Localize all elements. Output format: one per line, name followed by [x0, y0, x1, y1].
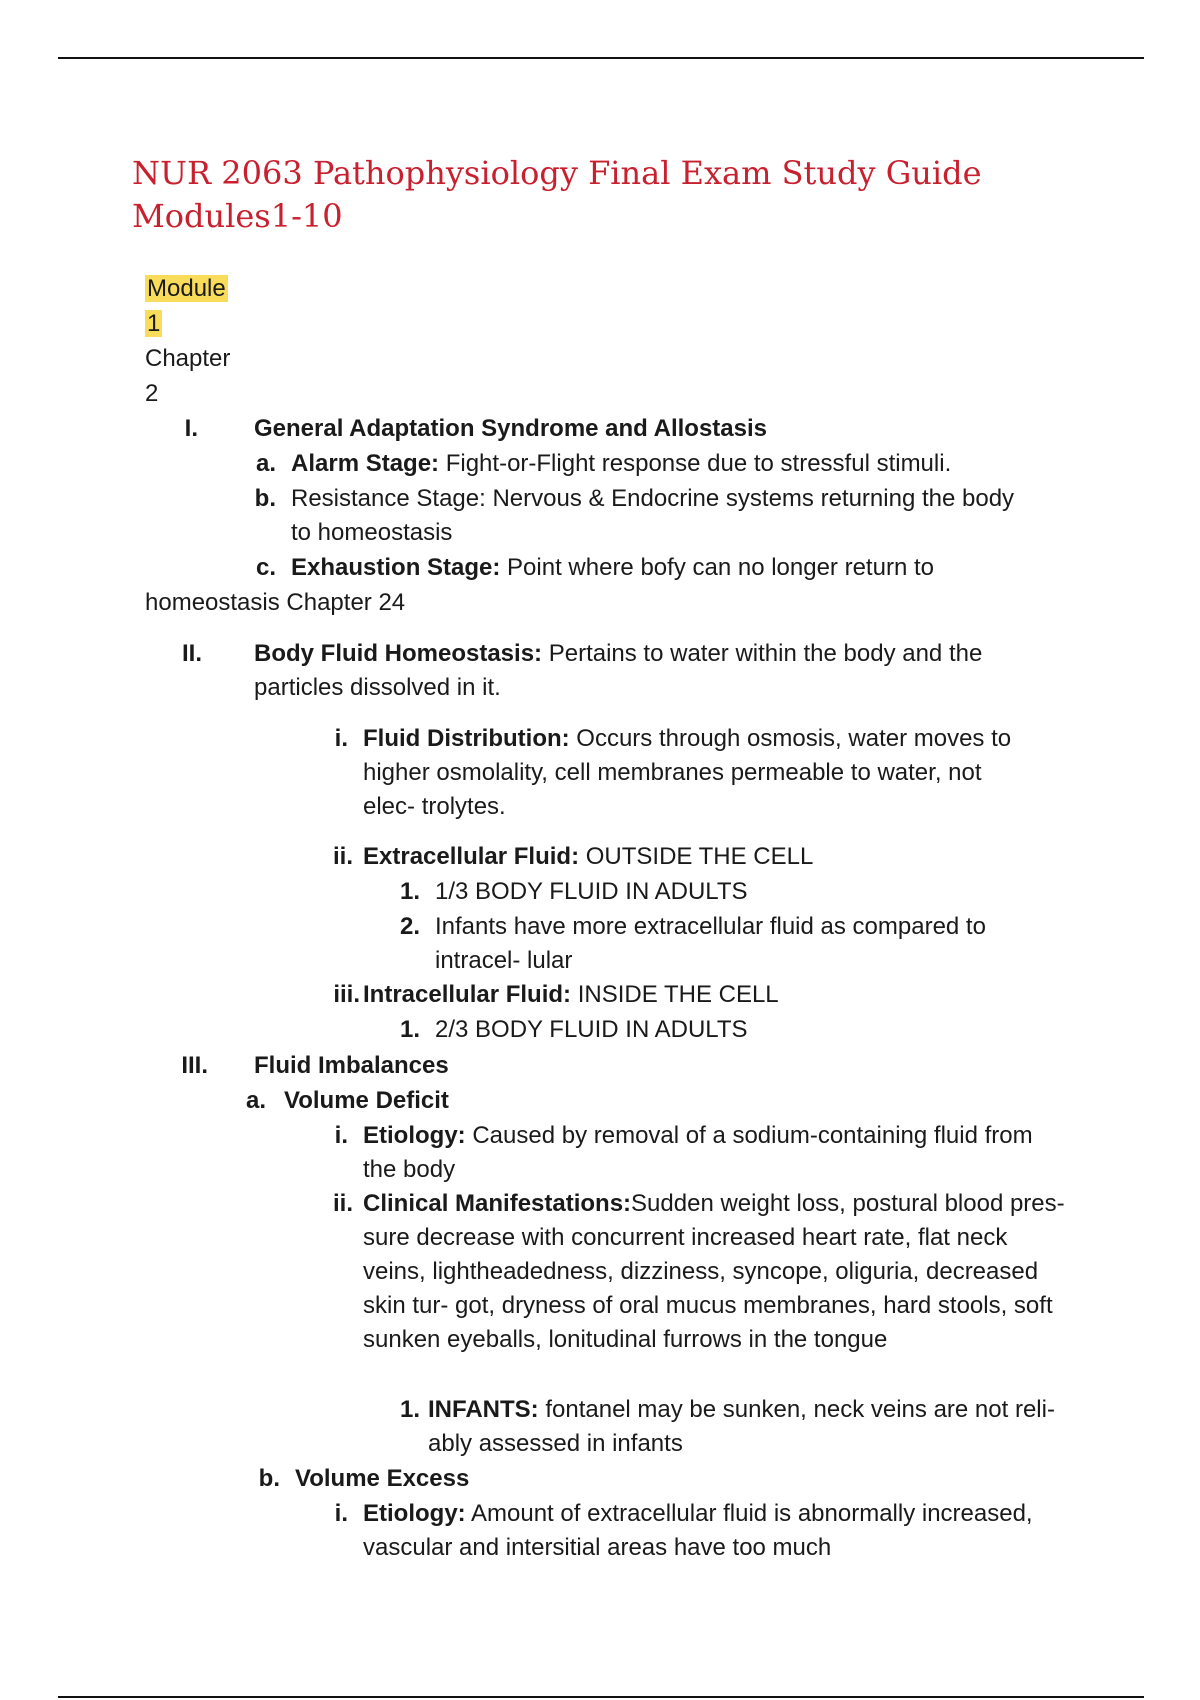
section-3-marker: III. [181, 1052, 208, 1079]
section-3-heading: Fluid Imbalances [254, 1052, 449, 1079]
s3-b-marker: b. [258, 1465, 280, 1492]
section-1-heading: General Adaptation Syndrome and Allostasis [254, 415, 767, 442]
bottom-rule [58, 1696, 1144, 1698]
alarm-stage-item: Alarm Stage: Fight-or-Flight response due to stressful stimuli. [291, 450, 952, 477]
resistance-stage-item: Resistance Stage: Nervous & Endocrine systems returning the body to homeostasis [291, 485, 1015, 546]
section-2-marker: II. [181, 640, 202, 667]
s2-i-marker: i. [334, 725, 348, 752]
section-1-marker: I. [184, 415, 198, 442]
s2-iii-marker: iii. [333, 981, 360, 1008]
s2-ii-marker: ii. [332, 843, 353, 870]
volume-deficit-heading: Volume Deficit [284, 1087, 449, 1114]
exhaustion-stage-continuation: homeostasis Chapter 24 [145, 589, 406, 616]
excess-i-marker: i. [334, 1500, 348, 1527]
s3-a-marker: a. [245, 1087, 266, 1114]
extracellular-fluid-item: Extracellular Fluid: OUTSIDE THE CELL [363, 843, 814, 870]
ecf-2-marker: 2. [399, 913, 420, 940]
exhaustion-stage-item: Exhaustion Stage: Point where bofy can no longer return to [291, 554, 934, 581]
module-label: Module [147, 275, 226, 302]
chapter-number: 2 [145, 380, 159, 407]
chapter-label: Chapter [145, 345, 231, 372]
ecf-item-1: 1/3 BODY FLUID IN ADULTS [435, 878, 748, 905]
ecf-item-2: Infants have more extracellular fluid as compared to intracel- lular [435, 913, 986, 974]
body-fluid-homeostasis: Body Fluid Homeostasis: Pertains to water within the body and the particles dissolved in it. [254, 640, 983, 701]
s1-c-marker: c. [255, 554, 276, 581]
infants-note: INFANTS: fontanel may be sunken, neck veins are not reli- ably assessed in infants [428, 1396, 1055, 1457]
deficit-etiology: Etiology: Caused by removal of a sodium-containing fluid from the body [363, 1122, 1033, 1183]
infants-marker: 1. [399, 1396, 420, 1423]
icf-1-marker: 1. [399, 1016, 420, 1043]
deficit-i-marker: i. [334, 1122, 348, 1149]
document-title: NUR 2063 Pathophysiology Final Exam Study Guide Modules1-10 [132, 154, 982, 235]
ecf-1-marker: 1. [399, 878, 420, 905]
s1-b-marker: b. [254, 485, 276, 512]
module-number: 1 [147, 310, 161, 337]
icf-item-1: 2/3 BODY FLUID IN ADULTS [435, 1016, 748, 1043]
volume-excess-heading: Volume Excess [295, 1465, 470, 1492]
deficit-ii-marker: ii. [332, 1190, 353, 1217]
fluid-distribution-item: Fluid Distribution: Occurs through osmosis, water moves to higher osmolality, cell membranes permeable to water, not elec- trolytes. [363, 725, 1012, 820]
deficit-clinical-manifestations: Clinical Manifestations:Sudden weight loss, postural blood pres- sure decrease with concurrent increased heart rate, flat neck veins, lightheadedness, dizziness, syncope, oliguria, decreased skin tur- got, dryness of oral mucus membranes, hard stools, soft sunken eyeballs, lonitudinal furrows in the tongue [363, 1190, 1065, 1353]
excess-etiology: Etiology: Amount of extracellular fluid is abnormally increased, vascular and intersitial areas have too much [363, 1500, 1033, 1561]
intracellular-fluid-item: Intracellular Fluid: INSIDE THE CELL [363, 981, 779, 1008]
s1-a-marker: a. [255, 450, 276, 477]
top-rule [58, 57, 1144, 59]
